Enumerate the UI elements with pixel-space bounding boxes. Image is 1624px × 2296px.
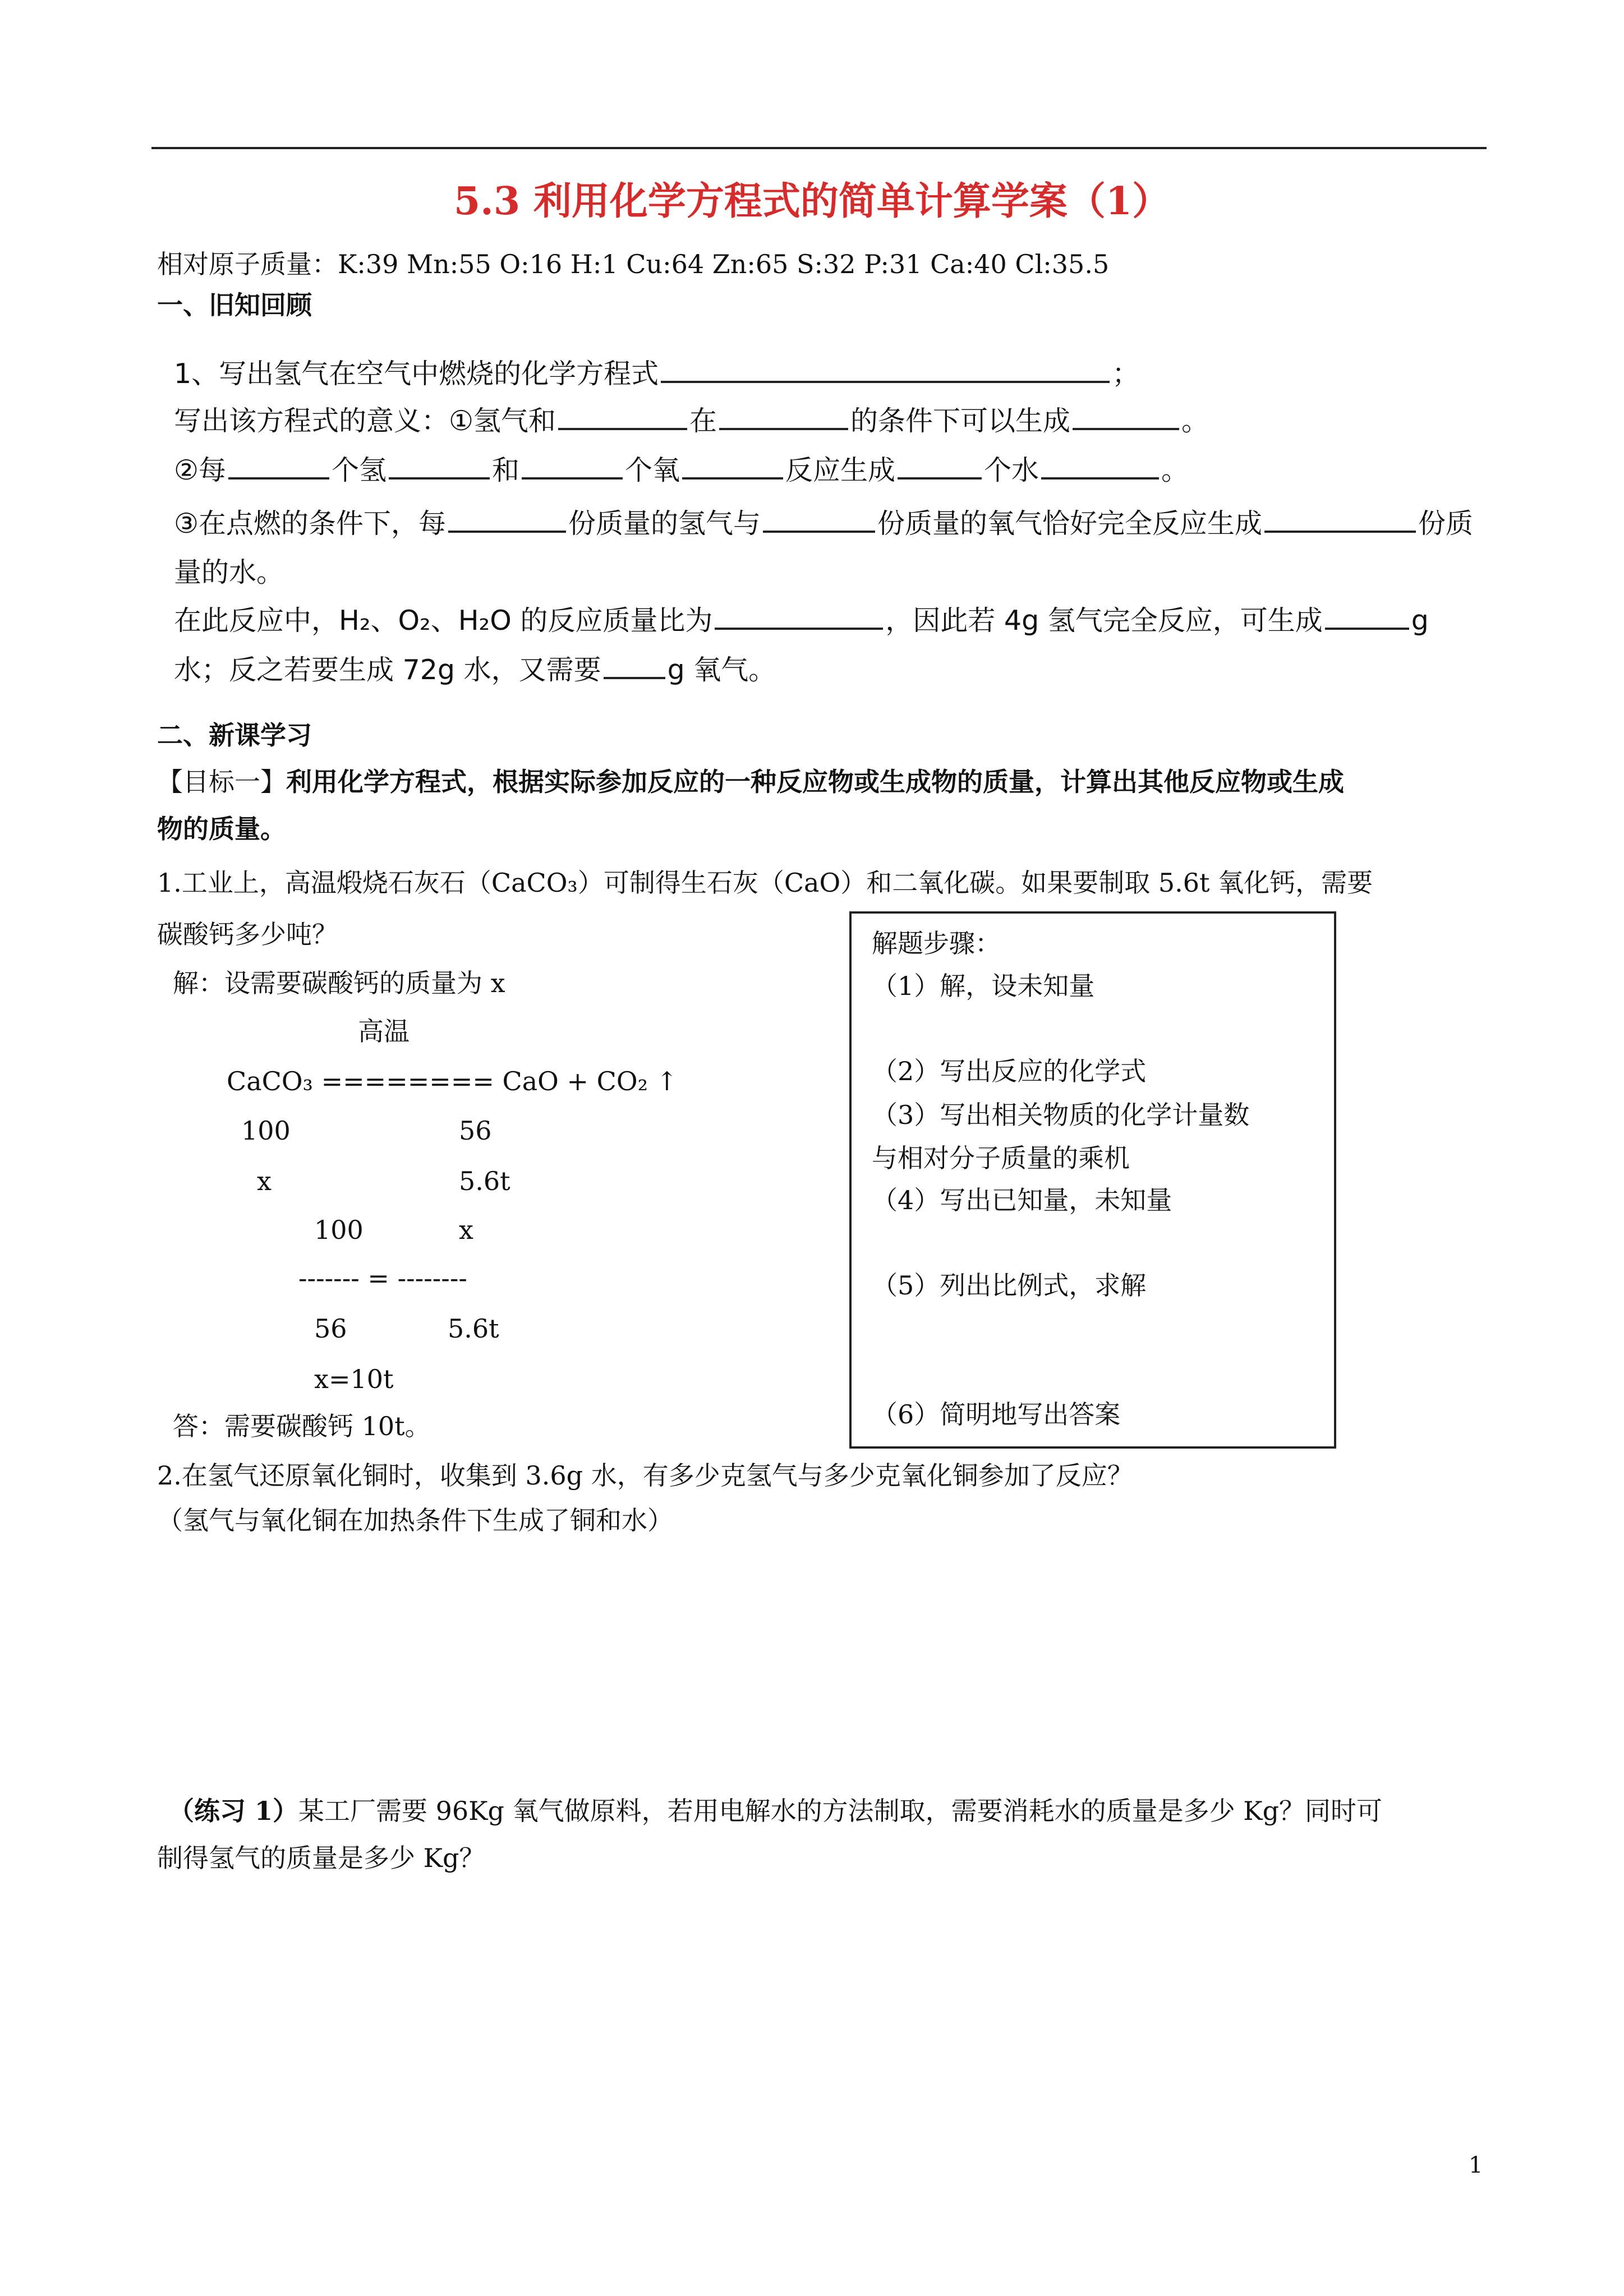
practice1-line1: （练习 1）某工厂需要 96Kg 氧气做原料，若用电解水的方法制取，需要消耗水的质量是多少 Kg？同时可 [168, 1796, 1383, 1826]
practice1-line2: 制得氢气的质量是多少 Kg？ [157, 1843, 485, 1873]
q1-line2: 写出该方程式的意义：①氢气和 在 的条件下可以生成 。 [174, 399, 1209, 439]
page-number: 1 [1469, 2152, 1483, 2178]
goal-line1: 【目标一】利用化学方程式，根据实际参加反应的一种反应物或生成物的质量，计算出其他反应物或生成 [157, 767, 1344, 797]
step-3b: 与相对分子质量的乘机 [872, 1143, 1130, 1173]
example1-line1: 1.工业上，高温煅烧石灰石（CaCO₃）可制得生石灰（CaO）和二氧化碳。如果要制取 5.6t 氧化钙，需要 [157, 868, 1373, 898]
q1-line6: 在此反应中，H₂、O₂、H₂O 的反应质量比为 ，因此若 4g 氢气完全反应，可生成 g [174, 599, 1429, 638]
header-rule [151, 147, 1487, 149]
molar-mass-right: 56 [459, 1115, 492, 1146]
steps-title: 解题步骤： [872, 928, 1001, 958]
q1-line7: 水；反之若要生成 72g 水，又需要 g 氧气。 [174, 648, 776, 688]
page-title: 5.3 利用化学方程式的简单计算学案（1） [453, 179, 1171, 224]
goal-line2: 物的质量。 [157, 814, 286, 844]
q1-line5: 量的水。 [174, 556, 284, 588]
fraction-numerator-right: x [459, 1215, 473, 1245]
atomic-masses: 相对原子质量：K:39 Mn:55 O:16 H:1 Cu:64 Zn:65 S:32 P:31 Ca:40 Cl:35.5 [157, 249, 1110, 279]
molar-mass-left: 100 [241, 1115, 291, 1146]
example2-line1: 2.在氢气还原氧化铜时，收集到 3.6g 水，有多少克氢气与多少克氧化铜参加了反应？ [157, 1460, 1133, 1491]
reaction-condition: 高温 [358, 1016, 410, 1046]
fraction-denominator-left: 56 [314, 1313, 347, 1344]
fraction-denominator-right: 5.6t [448, 1313, 499, 1344]
solution-intro: 解：设需要碳酸钙的质量为 x [173, 968, 505, 998]
q1-line3: ②每 个氢 和 个氧 反应生成 个水 。 [174, 449, 1189, 488]
q1-line1: 1、写出氢气在空气中燃烧的化学方程式 ； [174, 352, 1139, 391]
solution-answer: 答：需要碳酸钙 10t。 [173, 1411, 431, 1441]
solution-steps-box [849, 911, 1336, 1449]
fraction-numerator-left: 100 [314, 1215, 364, 1245]
step-4: （4）写出已知量，未知量 [872, 1185, 1172, 1215]
step-3a: （3）写出相关物质的化学计量数 [872, 1100, 1250, 1130]
example1-line2: 碳酸钙多少吨？ [157, 919, 338, 949]
step-2: （2）写出反应的化学式 [872, 1056, 1147, 1086]
step-6: （6）简明地写出答案 [872, 1399, 1121, 1430]
example2-line2: （氢气与氧化铜在加热条件下生成了铜和水） [157, 1505, 673, 1536]
fraction-bar: ------- = -------- [298, 1263, 467, 1293]
chemical-equation: CaCO₃ ======== CaO + CO₂ ↑ [227, 1066, 678, 1096]
known-left: x [257, 1166, 272, 1196]
section1-heading: 一、旧知回顾 [157, 290, 312, 320]
solution-result: x=10t [314, 1364, 394, 1394]
known-right: 5.6t [459, 1166, 510, 1196]
step-1: （1）解，设未知量 [872, 971, 1095, 1001]
q1-line4: ③在点燃的条件下，每 份质量的氢气与 份质量的氧气恰好完全反应生成 份质 [174, 502, 1473, 541]
step-5: （5）列出比例式，求解 [872, 1270, 1147, 1301]
section2-heading: 二、新课学习 [157, 720, 312, 750]
